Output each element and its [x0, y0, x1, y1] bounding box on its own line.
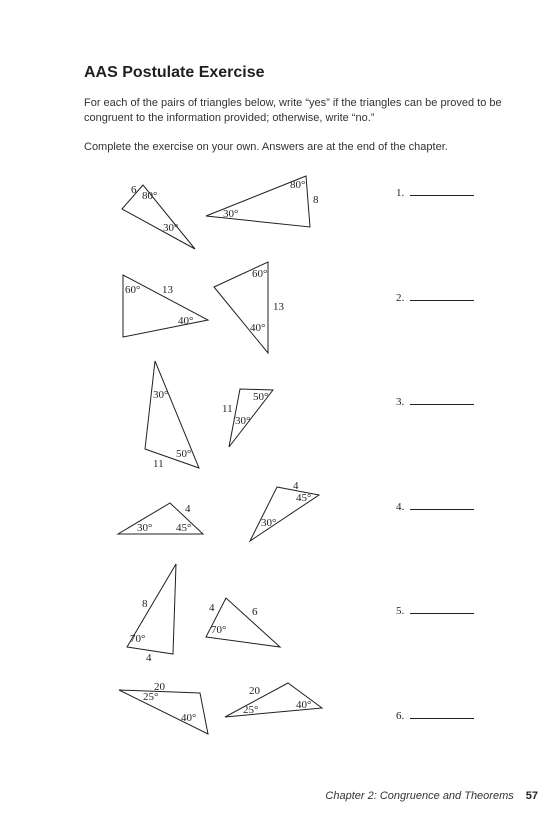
p6-right-side: 20: [249, 685, 260, 697]
p5-right-angle: 70°: [211, 624, 227, 636]
answer-3: [396, 394, 474, 408]
answer-1-number: 1.: [396, 187, 405, 199]
p1-right-side: 8: [313, 194, 319, 206]
problem-4-figures: [118, 480, 319, 541]
problem-2-figures: [123, 262, 285, 353]
p3-left-angle-a: 30°: [153, 389, 169, 401]
p3-right-angle-a: 50°: [253, 391, 269, 403]
triangle-5b: [206, 598, 280, 647]
page-number: 57: [525, 790, 538, 802]
answer-6-number: 6.: [396, 710, 405, 722]
p6-right-angle-b: 40°: [296, 699, 312, 711]
answer-3-number: 3.: [396, 396, 405, 408]
p1-right-angle-b: 30°: [223, 208, 239, 220]
answer-1: [396, 185, 474, 199]
p5-right-side-a: 4: [209, 602, 215, 614]
problem-5-figures: [127, 564, 280, 664]
answer-2: [396, 290, 474, 304]
p4-right-angle-b: 30°: [261, 517, 277, 529]
p4-left-angle-a: 30°: [137, 522, 153, 534]
p6-left-side: 20: [154, 681, 165, 693]
p5-left-side-a: 8: [142, 598, 148, 610]
answer-1-blank[interactable]: [410, 185, 474, 196]
chapter-title: Chapter 2: Congruence and Theorems: [325, 790, 514, 802]
p1-left-side: 6: [131, 184, 137, 196]
p2-left-side: 13: [162, 284, 173, 296]
page-footer: [325, 790, 538, 802]
p5-right-side-b: 6: [252, 606, 258, 618]
p1-left-angle-a: 80°: [142, 190, 158, 202]
p2-left-angle-a: 60°: [125, 284, 141, 296]
p2-right-side: 13: [273, 301, 284, 313]
page-title: AAS Postulate Exercise: [84, 64, 265, 81]
p5-left-angle: 70°: [130, 633, 146, 645]
p6-left-angle-b: 40°: [181, 712, 197, 724]
exercise-note: Complete the exercise on your own. Answers are at the end of the chapter.: [84, 141, 448, 153]
p1-right-angle-a: 80°: [290, 179, 306, 191]
p2-right-angle-a: 60°: [252, 268, 268, 280]
problem-6-figures: [119, 681, 322, 734]
p3-left-angle-b: 50°: [176, 448, 192, 460]
p3-left-side: 11: [153, 458, 164, 470]
answer-4-number: 4.: [396, 501, 405, 513]
p4-left-side: 4: [185, 503, 191, 515]
answer-3-blank[interactable]: [410, 394, 474, 405]
p4-left-angle-b: 45°: [176, 522, 192, 534]
answer-4-blank[interactable]: [410, 499, 474, 510]
answer-2-blank[interactable]: [410, 290, 474, 301]
p2-right-angle-b: 40°: [250, 322, 266, 334]
answer-6: [396, 708, 474, 722]
problem-1-figures: [122, 176, 319, 249]
p5-left-side-b: 4: [146, 652, 152, 664]
p1-left-angle-b: 30°: [163, 222, 179, 234]
p6-left-angle-a: 25°: [143, 691, 159, 703]
problem-3-figures: [145, 361, 273, 470]
instructions: For each of the pairs of triangles below, write “yes” if the triangles can be proved to be congruent to the information provided; otherwise, write “no.”: [84, 97, 502, 124]
p4-right-angle-a: 45°: [296, 492, 312, 504]
answer-5: [396, 603, 474, 617]
answer-5-number: 5.: [396, 605, 405, 617]
p6-right-angle-a: 25°: [243, 704, 259, 716]
p3-right-side: 11: [222, 403, 233, 415]
p2-left-angle-b: 40°: [178, 315, 194, 327]
answer-5-blank[interactable]: [410, 603, 474, 614]
answer-6-blank[interactable]: [410, 708, 474, 719]
answer-4: [396, 499, 474, 513]
answer-2-number: 2.: [396, 292, 405, 304]
p4-right-side: 4: [293, 480, 299, 492]
p3-right-angle-b: 30°: [235, 415, 251, 427]
